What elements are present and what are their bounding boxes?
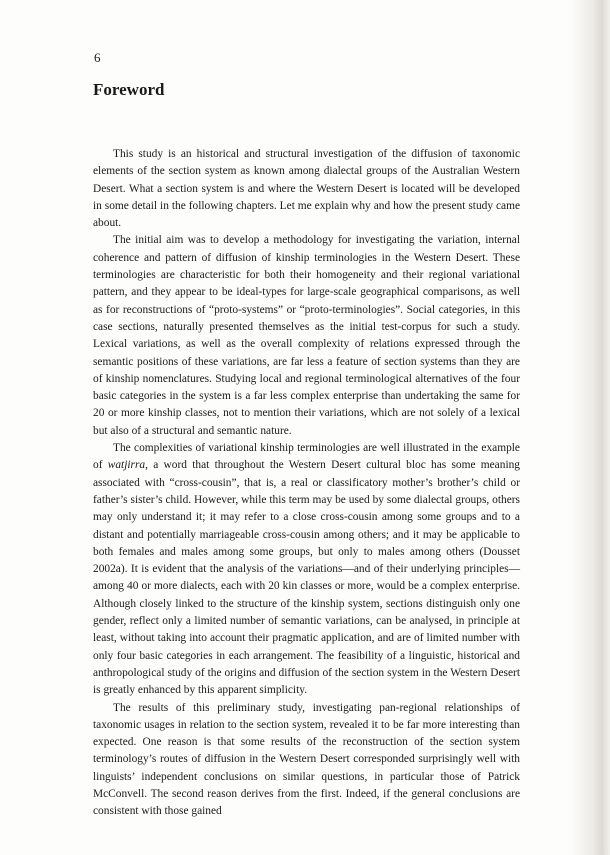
page-number: 6: [94, 50, 101, 65]
paragraph-text: , a word that throughout the Western Desert cultural bloc has some meaning associated with “cross-cousin”, that is, a real or classificatory mother’s brother’s child or father’s sister’s child. However, while this term may be used by some dialectal groups, others may only understand it; it may refer to a close cross-cousin among some groups and to a distant and potentially marriageable cross-cousin among others; and it may be applicable to both females and males among some groups, but only to males among others (Dousset 2002a). It is evident that the analysis of the variations—and of their underlying principles—among 40 or more dialects, each with 20 kin classes or more, would be a complex enterprise. Although closely linked to the structure of the kinship system, sections distinguish only one gender, reflect only a limited number of semantic variations, can be analysed, in principle at least, without taking into account their pragmatic application, and are of limited number with only four basic categories in each arrangement. The feasibility of a linguistic, historical and anthropological study of the origins and diffusion of the section system in the Western Desert is greatly enhanced by this apparent simplicity.: [93, 459, 520, 697]
paragraph: [93, 440, 520, 699]
body-text: [93, 146, 520, 821]
page-title: Foreword: [93, 80, 165, 99]
paragraph: This study is an historical and structural investigation of the diffusion of taxonomic elements of the section system as known among dialectal groups of the Australian Western Desert. What a section system is and where the Western Desert is located will be developed in some detail in the following chapters. Let me explain why and how the present study came about.: [93, 148, 520, 230]
paragraph: The results of this preliminary study, investigating pan-regional relationships of taxonomic usages in relation to the section system, revealed it to be far more interesting than expected. One reason is that some results of the reconstruction of the section system terminology’s routes of diffusion in the Western Desert corresponded surprisingly well with linguists’ independent conclusions on similar questions, in particular those of Patrick McConvell. The second reason derives from the first. Indeed, if the general conclusions are consistent with those gained: [93, 701, 520, 818]
term-watjirra: watjirra: [107, 459, 146, 472]
paragraph: The initial aim was to develop a methodology for investigating the variation, internal coherence and pattern of diffusion of kinship terminologies in the Western Desert. These terminologies are characteristic for both their homogeneity and their regional variational pattern, and they appear to be ideal-types for large-scale geographical comparisons, as well as for reconstructions of “proto-systems” or “proto-terminologies”. Social categories, in this case sections, naturally presented themselves as the initial test-corpus for such a study. Lexical variations, as well as the overall complexity of relations expressed through the semantic positions of these variations, are far less a feature of section systems than they are of kinship nomenclatures. Studying local and regional terminological alternatives of the four basic categories in the system is a far less complex enterprise than undertaking the same for 20 or more kinship classes, not to mention their variations, which are not solely of a lexical but also of a structural and semantic nature.: [93, 234, 520, 437]
paragraph-text: The complexities of variational kinship terminologies are well illustrated in the example of: [93, 442, 520, 472]
page-binding-shadow: [570, 0, 610, 855]
